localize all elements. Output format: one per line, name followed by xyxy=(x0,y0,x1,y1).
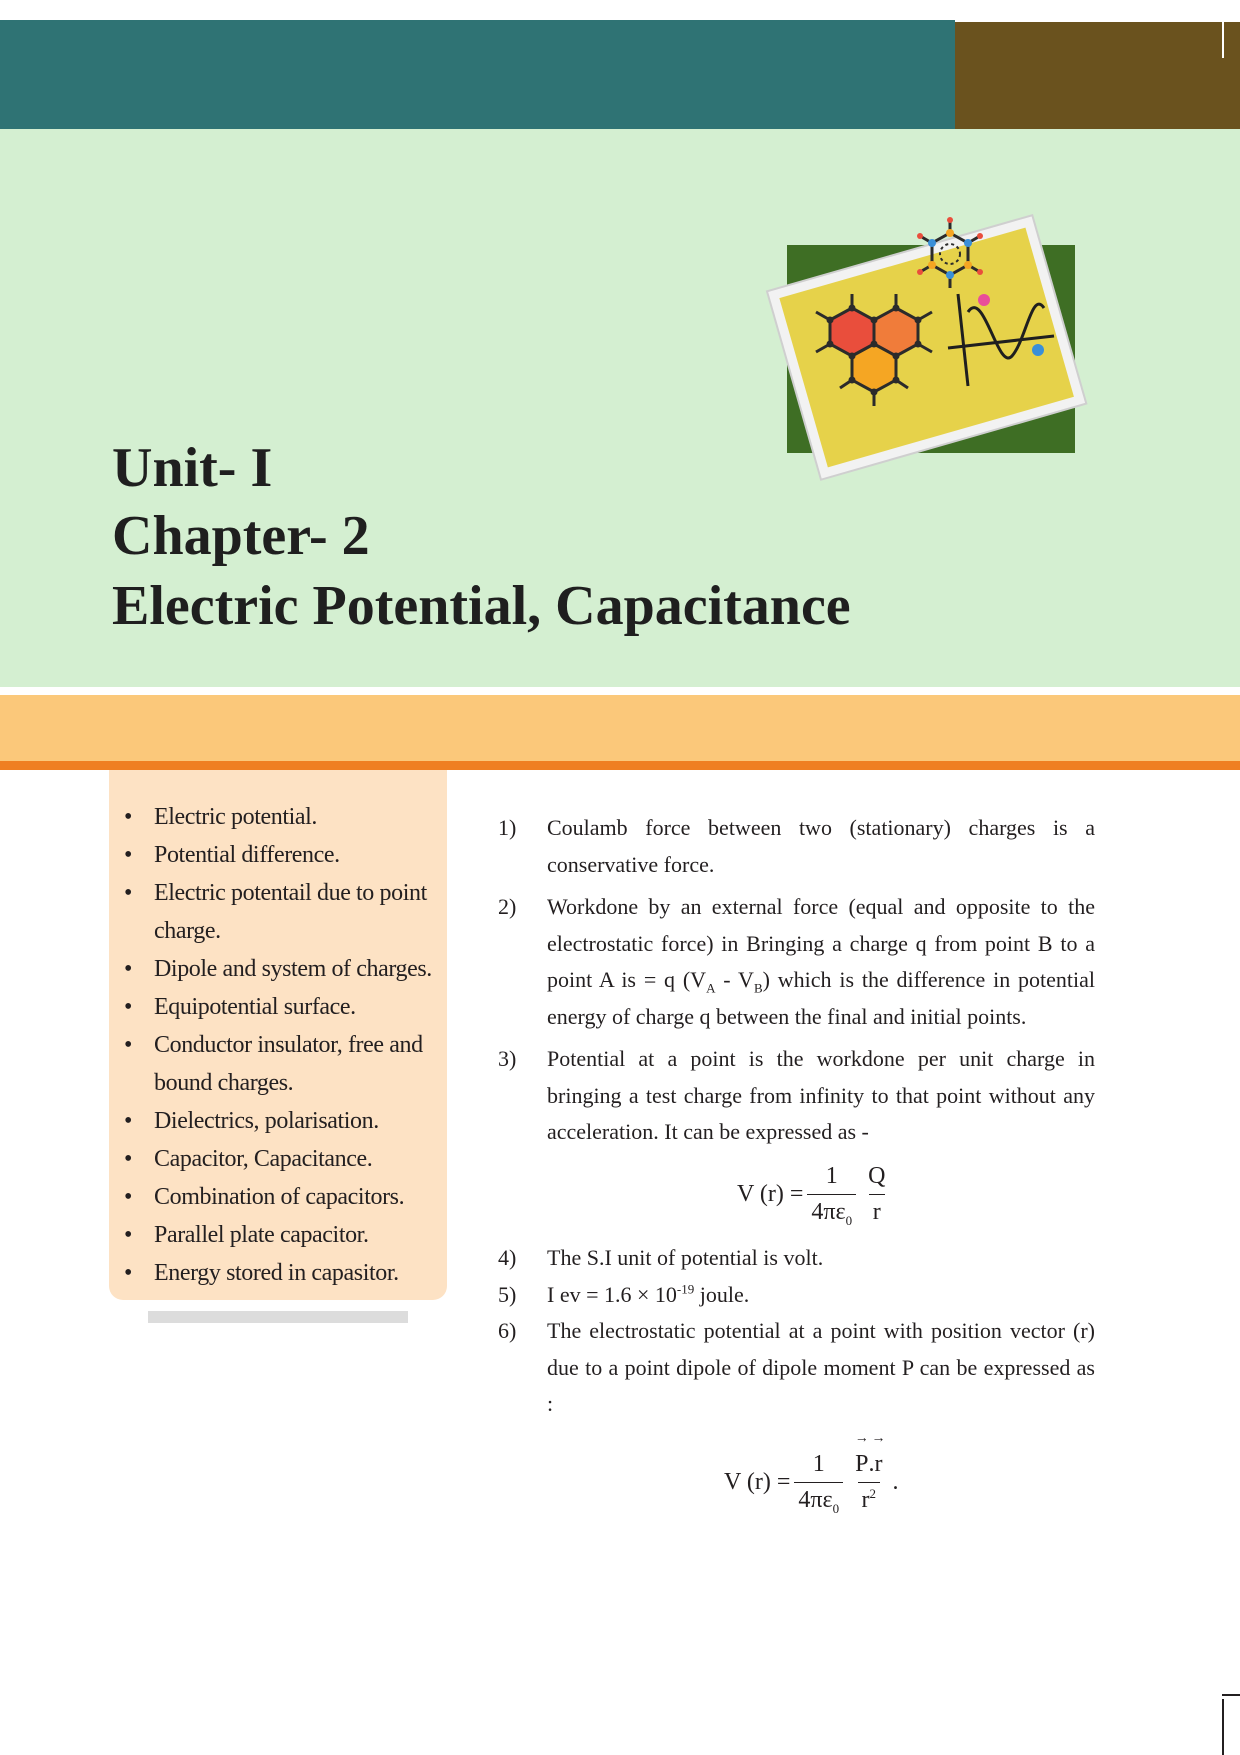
topic-item: • Combination of capacitors. xyxy=(118,1178,448,1216)
fraction-numerator: 1 xyxy=(812,1451,825,1477)
fraction-numerator xyxy=(851,1451,886,1482)
fraction-denominator xyxy=(807,1194,856,1226)
formula-lhs: V (r) = xyxy=(724,1469,791,1495)
topic-item: • Potential difference. xyxy=(118,836,448,874)
dipole-symbol: P xyxy=(901,1354,914,1380)
vector-r: → r xyxy=(874,1451,882,1478)
point-text: Coulamb force between two (stationary) charges is a conservative force. xyxy=(547,815,1095,877)
crop-mark xyxy=(1222,1694,1240,1696)
fraction-constant xyxy=(794,1451,843,1514)
denominator-text: 4πε xyxy=(811,1199,846,1225)
formula-period: . xyxy=(892,1469,899,1495)
point-number: 6) xyxy=(498,1318,517,1343)
point-text xyxy=(547,1277,1095,1314)
molecule-and-graph-icon xyxy=(762,208,1102,488)
point-4 xyxy=(498,1240,1095,1277)
point-number: 3) xyxy=(498,1046,517,1071)
point-text: Potential at a point is the workdone per unit charge in bringing a test charge from infinity to that point without any acceleration. It can be expressed as - xyxy=(547,1046,1095,1144)
point-6 xyxy=(498,1313,1095,1423)
point-text-part: I ev = 1.6 × 10 xyxy=(547,1282,677,1307)
vector-p: → P xyxy=(855,1451,868,1478)
fraction-denominator xyxy=(858,1482,881,1514)
topic-item: • Energy stored in capasitor. xyxy=(118,1254,448,1292)
topic-item: • Dipole and system of charges. xyxy=(118,950,448,988)
topic-item: • Electric potentail due to point charge. xyxy=(118,874,448,950)
topic-item: • Electric potential. xyxy=(118,798,448,836)
denominator-text: 4πε xyxy=(798,1487,833,1513)
topic-item: • Equipotential surface. xyxy=(118,988,448,1026)
potential-formula xyxy=(737,1163,893,1226)
exponent: -19 xyxy=(676,1281,695,1297)
fraction-denominator: r xyxy=(869,1194,885,1226)
crop-mark xyxy=(1222,20,1224,58)
topic-item: • Conductor insulator, free and bound charges. xyxy=(118,1026,448,1102)
exponent: 2 xyxy=(869,1486,877,1501)
dipole-potential-formula xyxy=(724,1451,898,1514)
topic-item: • Capacitor, Capacitance. xyxy=(118,1140,448,1178)
unit-heading: Unit- I xyxy=(112,437,273,499)
subscript-b: B xyxy=(753,980,763,996)
point-1 xyxy=(498,810,1095,883)
dot-operator: . xyxy=(868,1451,875,1477)
fraction-numerator: 1 xyxy=(825,1163,838,1189)
topics-panel-shadow xyxy=(148,1311,408,1323)
point-3 xyxy=(498,1041,1095,1151)
epsilon-subscript: 0 xyxy=(832,1500,840,1516)
point-text xyxy=(547,889,1095,1035)
orange-band xyxy=(0,695,1240,761)
point-text: The S.I unit of potential is volt. xyxy=(547,1245,824,1270)
formula-lhs: V (r) = xyxy=(737,1181,804,1207)
fraction-p-dot-r xyxy=(851,1451,886,1514)
point-number: 4) xyxy=(498,1245,517,1270)
subscript-a: A xyxy=(706,980,716,996)
chapter-title: Electric Potential, Capacitance xyxy=(112,575,851,637)
topic-item: • Parallel plate capacitor. xyxy=(118,1216,448,1254)
fraction-q-over-r xyxy=(864,1163,889,1226)
point-text-part: ) which is the difference in potential energy of charge q between the final and initial points. xyxy=(547,967,1096,1029)
crop-mark xyxy=(1222,1699,1224,1755)
fraction-denominator xyxy=(794,1482,843,1514)
point-number: 2) xyxy=(498,894,517,919)
orange-rule xyxy=(0,761,1240,770)
header-teal-bar xyxy=(0,20,955,129)
fraction-constant xyxy=(807,1163,856,1226)
point-5 xyxy=(498,1277,1095,1314)
epsilon-subscript: 0 xyxy=(845,1212,853,1228)
header-brown-block xyxy=(955,22,1240,129)
point-text-part: The electrostatic potential at a point with position vector (r) due to a point dipole of dipole moment xyxy=(547,1318,1095,1380)
point-2 xyxy=(498,889,1095,1035)
point-number: 1) xyxy=(498,815,517,840)
denominator-text: r xyxy=(861,1487,870,1513)
topic-item: • Dielectrics, polarisation. xyxy=(118,1102,448,1140)
chapter-heading: Chapter- 2 xyxy=(112,505,370,567)
point-text-part: joule. xyxy=(694,1282,750,1307)
point-text-part: - V xyxy=(715,967,754,992)
fraction-numerator: Q xyxy=(868,1163,886,1189)
topics-list xyxy=(118,798,448,1292)
point-text-part: Workdone by an external force (equal and opposite to the electrostatic force) in Bringing a charge q from point B to a point A is = q (V xyxy=(547,894,1095,992)
point-number: 5) xyxy=(498,1282,517,1307)
point-text-part: can be expressed as : xyxy=(547,1354,1095,1416)
point-text xyxy=(547,1313,1095,1423)
